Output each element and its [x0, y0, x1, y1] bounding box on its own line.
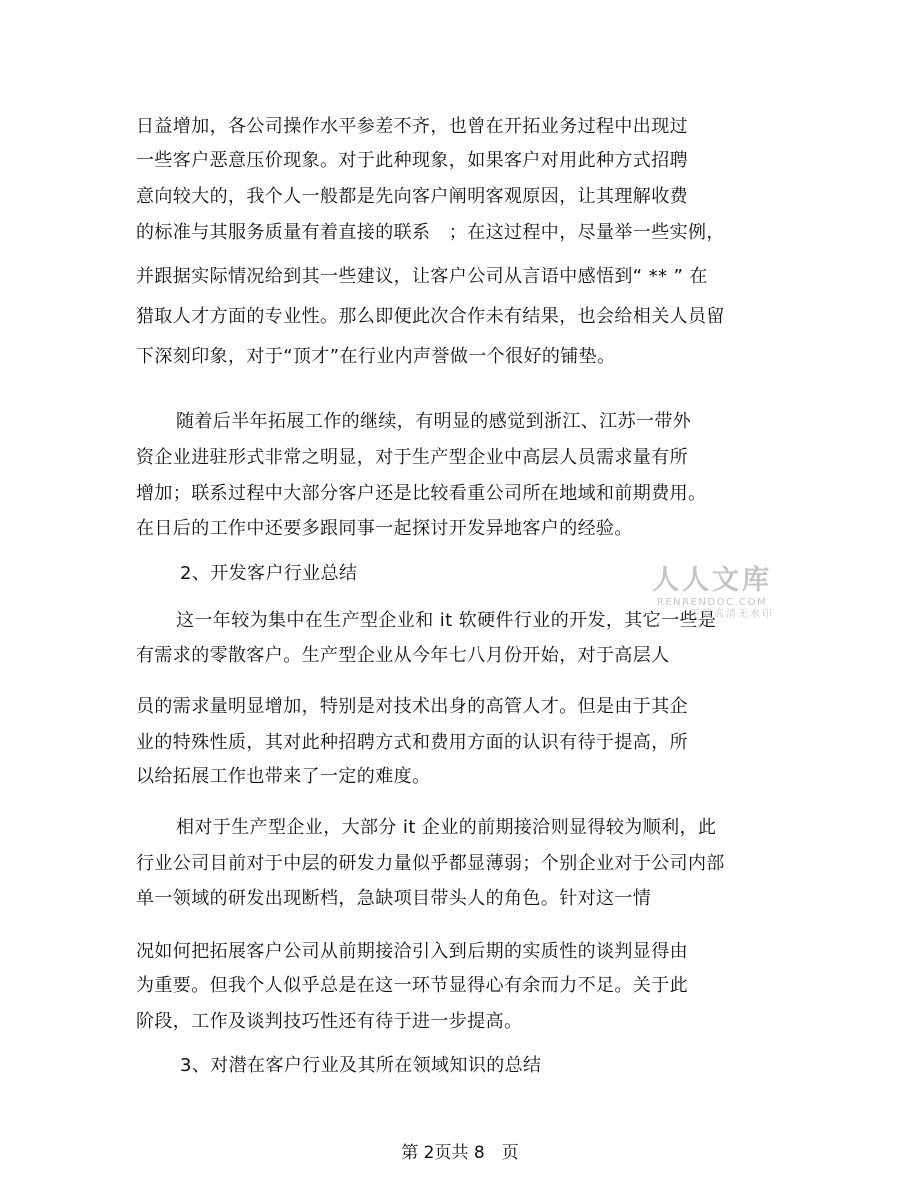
text-line: 在日后的工作中还要多跟同事一起探讨开发异地客户的经验。 [136, 518, 633, 539]
text-line: 相对于生产型企业，大部分 it 企业的前期接洽则显得较为顺利，此 [176, 817, 717, 838]
watermark-logo [650, 566, 774, 621]
text-line: 下深刻印象，对于“顶才”在行业内声誉做一个很好的铺垫。 [136, 346, 616, 367]
text-line: 一些客户恶意压价现象。对于此种现象，如果客户对用此种方式招聘 [136, 150, 688, 171]
section-heading: 2、开发客户行业总结 [180, 563, 358, 584]
text-line: 员的需求量明显增加，特别是对技术出身的高管人才。但是由于其企 [136, 696, 688, 717]
text-line: 有需求的零散客户。生产型企业从今年七八月份开始，对于高层人 [136, 645, 670, 666]
page-number-footer: 第 2页共 8 页 [401, 1143, 519, 1163]
watermark-url: RENRENDOC.COM [656, 597, 768, 608]
watermark-title: 人人文库 [652, 565, 772, 596]
text-line: 业的特殊性质，其对此种招聘方式和费用方面的认识有待于提高，所 [136, 732, 688, 753]
text-line: 行业公司目前对于中层的研发力量似乎都显薄弱；个别企业对于公司内部 [136, 853, 725, 874]
text-line: 并跟据实际情况给到其一些建议，让客户公司从言语中感悟到“ ** ” 在 [136, 266, 708, 287]
text-line: 日益增加，各公司操作水平参差不齐，也曾在开拓业务过程中出现过 [136, 116, 688, 137]
text-line: 况如何把拓展客户公司从前期接洽引入到后期的实质性的谈判显得由 [136, 941, 688, 962]
text-line: 为重要。但我个人似乎总是在这一环节显得心有余而力不足。关于此 [136, 975, 688, 996]
text-line: 阶段，工作及谈判技巧性还有待于进一步提高。 [136, 1011, 523, 1032]
section-heading: 3、对潜在客户行业及其所在领域知识的总结 [180, 1055, 542, 1076]
text-line: 单一领域的研发出现断档，急缺项目带头人的角色。针对这一情 [136, 888, 652, 909]
watermark-subtitle: 下载高清无水印 [690, 609, 774, 620]
text-line: 资企业进驻形式非常之明显，对于生产型企业中高层人员需求量有所 [136, 447, 688, 468]
text-line: 增加；联系过程中大部分客户还是比较看重公司所在地域和前期费用。 [136, 483, 707, 504]
text-line: 猎取人才方面的专业性。那么即便此次合作未有结果，也会给相关人员留 [136, 306, 725, 327]
text-line: 这一年较为集中在生产型企业和 it 软硬件行业的开发，其它一些是 [176, 610, 717, 631]
text-line: 以给拓展工作也带来了一定的难度。 [136, 766, 431, 787]
text-line: 意向较大的，我个人一般都是先向客户阐明客观原因，让其理解收费 [136, 186, 688, 207]
text-line: 的标准与其服务质量有着直接的联系 ；在这过程中，尽量举一些实例， [136, 222, 725, 243]
text-line: 随着后半年拓展工作的继续，有明显的感觉到浙江、江苏一带外 [176, 411, 692, 432]
